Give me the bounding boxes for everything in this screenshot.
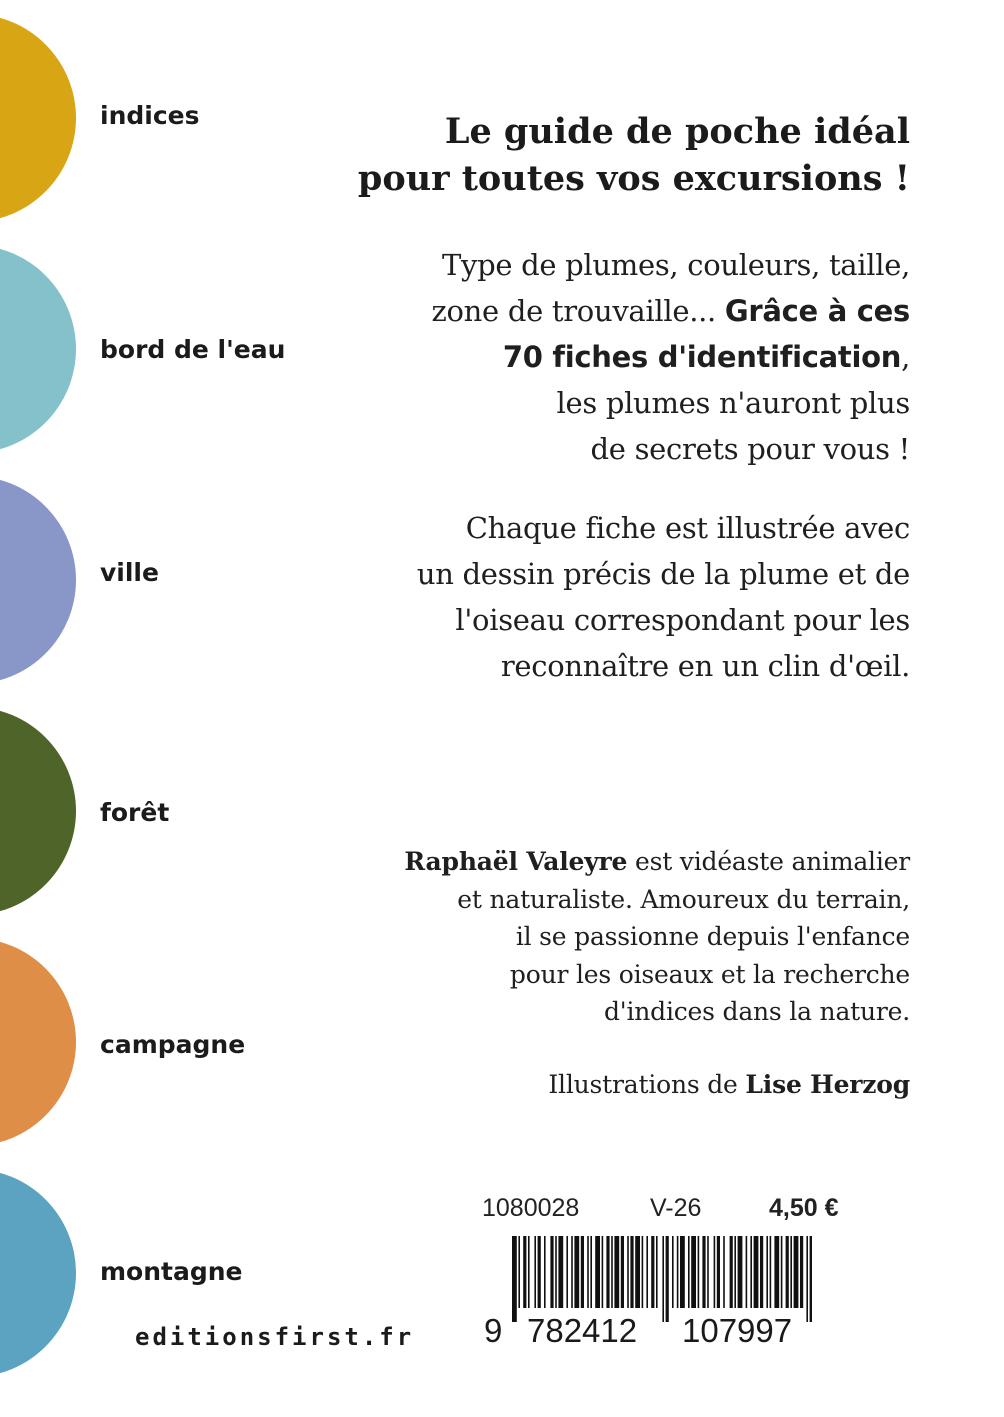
tab-circle-montagne — [0, 1169, 76, 1377]
illustrations-line — [548, 1066, 910, 1104]
barcode-bar — [714, 1236, 716, 1308]
author-line-1-rest: est vidéaste animalier — [627, 847, 910, 876]
barcode-bar — [611, 1236, 613, 1308]
barcode-bar — [544, 1236, 546, 1308]
barcode-bar — [662, 1236, 664, 1322]
barcode-bar — [688, 1236, 690, 1308]
author-bio — [404, 843, 910, 1031]
barcode-bar — [730, 1236, 733, 1308]
tab-label-bord-de-leau: bord de l'eau — [100, 335, 286, 364]
barcode-bar — [677, 1236, 679, 1308]
product-info-row — [482, 1194, 852, 1228]
product-code: 1080028 — [482, 1194, 580, 1222]
barcode-bar — [528, 1236, 530, 1308]
author-line-3: il se passionne depuis l'enfance — [515, 922, 910, 951]
author-line-1 — [404, 843, 910, 881]
product-version: V-26 — [650, 1194, 702, 1222]
tab-label-foret: forêt — [100, 798, 170, 827]
description-line-2: un dessin précis de la plume et de — [416, 557, 910, 591]
barcode-bar — [680, 1236, 685, 1308]
author-name: Raphaël Valeyre — [404, 847, 628, 876]
barcode-bar — [666, 1236, 669, 1322]
barcode-bar — [642, 1236, 644, 1308]
barcode-bar — [606, 1236, 609, 1308]
intro-line-1: Type de plumes, couleurs, taille, — [441, 248, 910, 282]
barcode-bar — [786, 1236, 789, 1308]
tab-label-indices: indices — [100, 101, 200, 130]
barcode-bar — [523, 1236, 526, 1308]
barcode-bar — [518, 1236, 520, 1308]
barcode-group-2: 107997 — [682, 1312, 793, 1349]
barcode-bar — [746, 1236, 748, 1308]
tab-label-ville: ville — [100, 558, 159, 587]
author-line-2: et naturaliste. Amoureux du terrain, — [457, 884, 910, 914]
barcode-bar — [571, 1236, 573, 1308]
barcode-bar — [810, 1236, 812, 1322]
barcode-bar — [614, 1236, 619, 1308]
barcode-bar — [512, 1236, 517, 1322]
barcode-bar — [702, 1236, 705, 1308]
tab-circle-foret — [0, 707, 76, 915]
barcode-bar — [723, 1236, 725, 1308]
description-paragraph — [417, 505, 910, 689]
barcode-bar — [760, 1236, 763, 1308]
barcode-bar — [581, 1236, 584, 1308]
publisher-website: editionsfirst.fr — [135, 1323, 415, 1351]
barcode-bar — [707, 1236, 709, 1308]
barcode-bar — [574, 1236, 579, 1308]
barcode-bar — [672, 1236, 674, 1308]
barcode-bar — [806, 1236, 808, 1322]
intro-line-3-plain: , — [901, 340, 910, 374]
barcode-bar — [794, 1236, 799, 1308]
barcode-bar — [534, 1236, 536, 1308]
barcode-bar — [790, 1236, 792, 1308]
barcode-bar — [558, 1236, 563, 1308]
tab-circle-indices — [0, 14, 76, 222]
tab-circle-campagne — [0, 938, 76, 1146]
headline-line-1: Le guide de poche idéal — [444, 111, 910, 152]
barcode-bar — [754, 1236, 759, 1308]
barcode-bar — [691, 1236, 696, 1308]
intro-line-4: les plumes n'auront plus — [556, 386, 910, 420]
barcode-bar — [635, 1236, 640, 1308]
barcode-bar — [766, 1236, 768, 1308]
barcode-bar — [651, 1236, 654, 1308]
barcode-bar — [800, 1236, 803, 1308]
barcode-bar — [555, 1236, 557, 1308]
barcode-bar — [538, 1236, 541, 1308]
intro-line-2 — [432, 288, 910, 334]
barcode-bar — [566, 1236, 568, 1308]
description-line-4: reconnaître en un clin d'œil. — [500, 649, 910, 683]
barcode-bar — [621, 1236, 624, 1308]
barcode-bar — [734, 1236, 736, 1308]
barcode-bar — [698, 1236, 700, 1308]
intro-line-2-plain: zone de trouvaille... — [431, 294, 725, 328]
barcode-bar — [590, 1236, 592, 1308]
description-line-1: Chaque fiche est illustrée avec — [465, 511, 910, 545]
barcode-bar — [656, 1236, 658, 1308]
tab-circle-ville — [0, 476, 76, 684]
description-line-3: l'oiseau correspondant pour les — [455, 603, 910, 637]
intro-paragraph — [432, 242, 910, 472]
tab-label-campagne: campagne — [100, 1030, 246, 1059]
intro-line-3 — [432, 334, 910, 380]
barcode-bar — [770, 1236, 772, 1308]
barcode-bar — [550, 1236, 553, 1308]
barcode-bar — [587, 1236, 589, 1308]
barcode-bar — [630, 1236, 633, 1308]
barcode-first-digit: 9 — [484, 1312, 503, 1349]
barcode — [512, 1236, 812, 1322]
barcode-bar — [738, 1236, 743, 1308]
barcode-group-1: 782412 — [527, 1312, 638, 1349]
illustrations-prefix: Illustrations de — [548, 1070, 746, 1099]
barcode-bar — [602, 1236, 604, 1308]
author-line-4: pour les oiseaux et la recherche — [509, 959, 910, 989]
headline-line-2: pour toutes vos excursions ! — [357, 158, 910, 199]
tab-label-montagne: montagne — [100, 1257, 243, 1286]
tab-circle-bord-de-leau — [0, 245, 76, 453]
barcode-bar — [750, 1236, 752, 1308]
barcode-bar — [595, 1236, 600, 1308]
barcode-bar — [646, 1236, 648, 1308]
intro-line-2-bold: Grâce à ces — [724, 294, 910, 328]
intro-line-5: de secrets pour vous ! — [590, 432, 910, 466]
barcode-bar — [717, 1236, 720, 1308]
barcode-bar — [774, 1236, 779, 1308]
illustrations-credit — [548, 1066, 910, 1104]
author-line-5: d'indices dans la nature. — [603, 997, 910, 1026]
barcode-bar — [627, 1236, 629, 1308]
illustrator-name: Lise Herzog — [745, 1070, 910, 1099]
headline — [310, 108, 910, 202]
product-price: 4,50 € — [769, 1194, 839, 1222]
intro-line-3-bold: 70 fiches d'identification — [502, 340, 902, 374]
barcode-bar — [781, 1236, 783, 1308]
